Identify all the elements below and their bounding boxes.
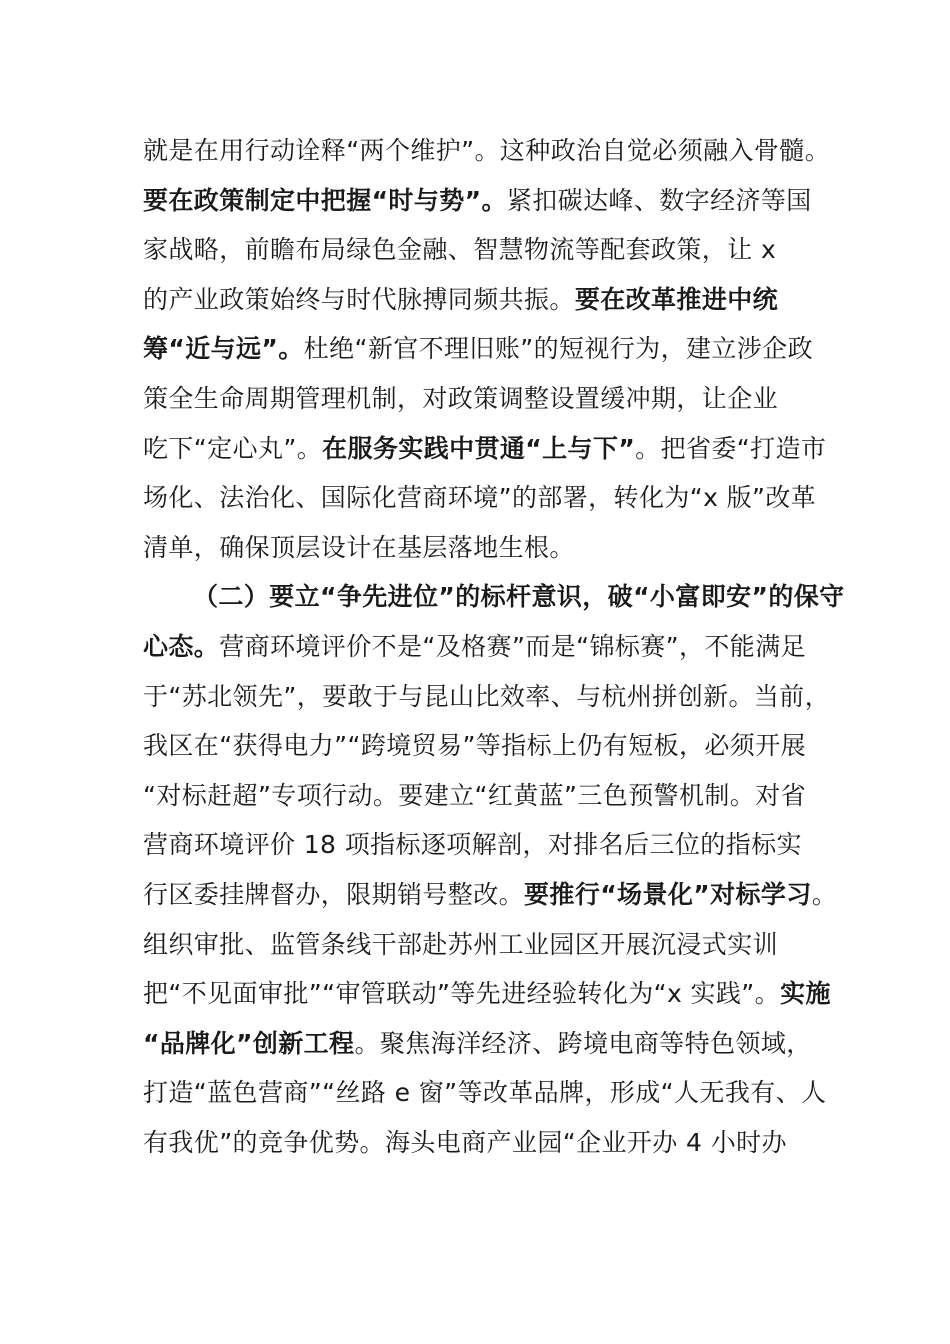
text-line bbox=[143, 572, 845, 622]
text-line bbox=[143, 870, 838, 920]
text-run: 清单，确保顶层设计在基层落地生根。 bbox=[143, 532, 575, 562]
text-run: 吃下“定心丸”。 bbox=[143, 433, 323, 463]
text-run: 营商环境评价 18 项指标逐项解剖，对排名后三位的指标实 bbox=[143, 830, 802, 860]
text-run: 我区在“获得电力”“跨境贸易”等指标上仍有短板，必须开展 bbox=[143, 731, 807, 761]
text-run: 就是在用行动诠释“两个维护”。这种政治自觉必须融入骨髓。 bbox=[143, 136, 831, 165]
bold-text-run: 要推行“场景化”对标学习 bbox=[524, 879, 812, 909]
text-run: 打造“蓝色营商”“丝路 e 窗”等改革品牌，形成“人无我有、人 bbox=[143, 1078, 827, 1108]
bold-text-run: 心态。 bbox=[143, 631, 220, 661]
text-run: 有我优”的竞争优势。海头电商产业园“企业开办 4 小时办 bbox=[143, 1127, 787, 1157]
text-line bbox=[143, 820, 833, 870]
text-run: 。 bbox=[811, 879, 838, 909]
text-line bbox=[143, 969, 833, 1019]
text-line bbox=[143, 324, 833, 374]
text-line bbox=[143, 771, 833, 821]
text-run: 。聚焦海洋经济、跨境电商等特色领域， bbox=[354, 1028, 812, 1058]
text-run: 家战略，前瞻布局绿色金融、智慧物流等配套政策，让 x bbox=[143, 235, 777, 265]
text-run: 场化、法治化、国际化营商环境”的部署，转化为“x 版”改革 bbox=[143, 483, 817, 513]
text-run: 把“不见面审批”“审管联动”等先进经验转化为“x 实践”。 bbox=[143, 979, 781, 1009]
text-line bbox=[143, 126, 833, 176]
bold-text-run: 要在政策制定中把握“时与势”。 bbox=[143, 185, 507, 215]
text-line bbox=[143, 920, 833, 970]
text-run: 组织审批、监管条线干部赴苏州工业园区开展沉浸式实训 bbox=[143, 929, 779, 959]
text-line bbox=[143, 1068, 833, 1118]
bold-text-run: 在服务实践中贯通“上与下” bbox=[322, 433, 636, 463]
text-run: 杜绝“新官不理旧账”的短视行为，建立涉企政 bbox=[303, 334, 813, 364]
body-text bbox=[143, 126, 845, 1167]
bold-text-run: 实施 bbox=[780, 979, 831, 1009]
bold-text-run: 要在改革推进中统 bbox=[574, 284, 779, 314]
text-run: “对标赶超”专项行动。要建立“红黄蓝”三色预警机制。对省 bbox=[143, 780, 807, 810]
text-line bbox=[143, 622, 833, 672]
text-line bbox=[143, 275, 833, 325]
text-line bbox=[143, 225, 833, 275]
bold-text-run: “品牌化”创新工程 bbox=[143, 1028, 355, 1058]
text-line bbox=[143, 424, 833, 474]
bold-text-run: （二）要立“争先进位”的标杆意识，破“小富即安”的保守 bbox=[193, 582, 845, 612]
text-run: 营商环境评价不是“及格赛”而是“锦标赛”，不能满足 bbox=[219, 631, 807, 661]
text-line bbox=[143, 523, 833, 573]
bold-text-run: 筹“近与远”。 bbox=[143, 334, 304, 364]
text-line bbox=[143, 721, 833, 771]
text-line bbox=[143, 1019, 833, 1069]
text-line bbox=[143, 672, 833, 722]
text-run: 。把省委“打造市 bbox=[635, 433, 827, 463]
text-line bbox=[143, 374, 833, 424]
text-run: 策全生命周期管理机制，对政策调整设置缓冲期，让企业 bbox=[143, 383, 779, 413]
text-line bbox=[143, 176, 833, 226]
text-run: 于“苏北领先”，要敢于与昆山比效率、与杭州拼创新。当前， bbox=[143, 681, 831, 711]
text-run: 行区委挂牌督办，限期销号整改。 bbox=[143, 879, 525, 909]
text-run: 的产业政策始终与时代脉搏同频共振。 bbox=[143, 284, 575, 314]
text-run: 紧扣碳达峰、数字经济等国 bbox=[506, 185, 812, 215]
text-line bbox=[143, 473, 833, 523]
text-line bbox=[143, 1118, 833, 1168]
